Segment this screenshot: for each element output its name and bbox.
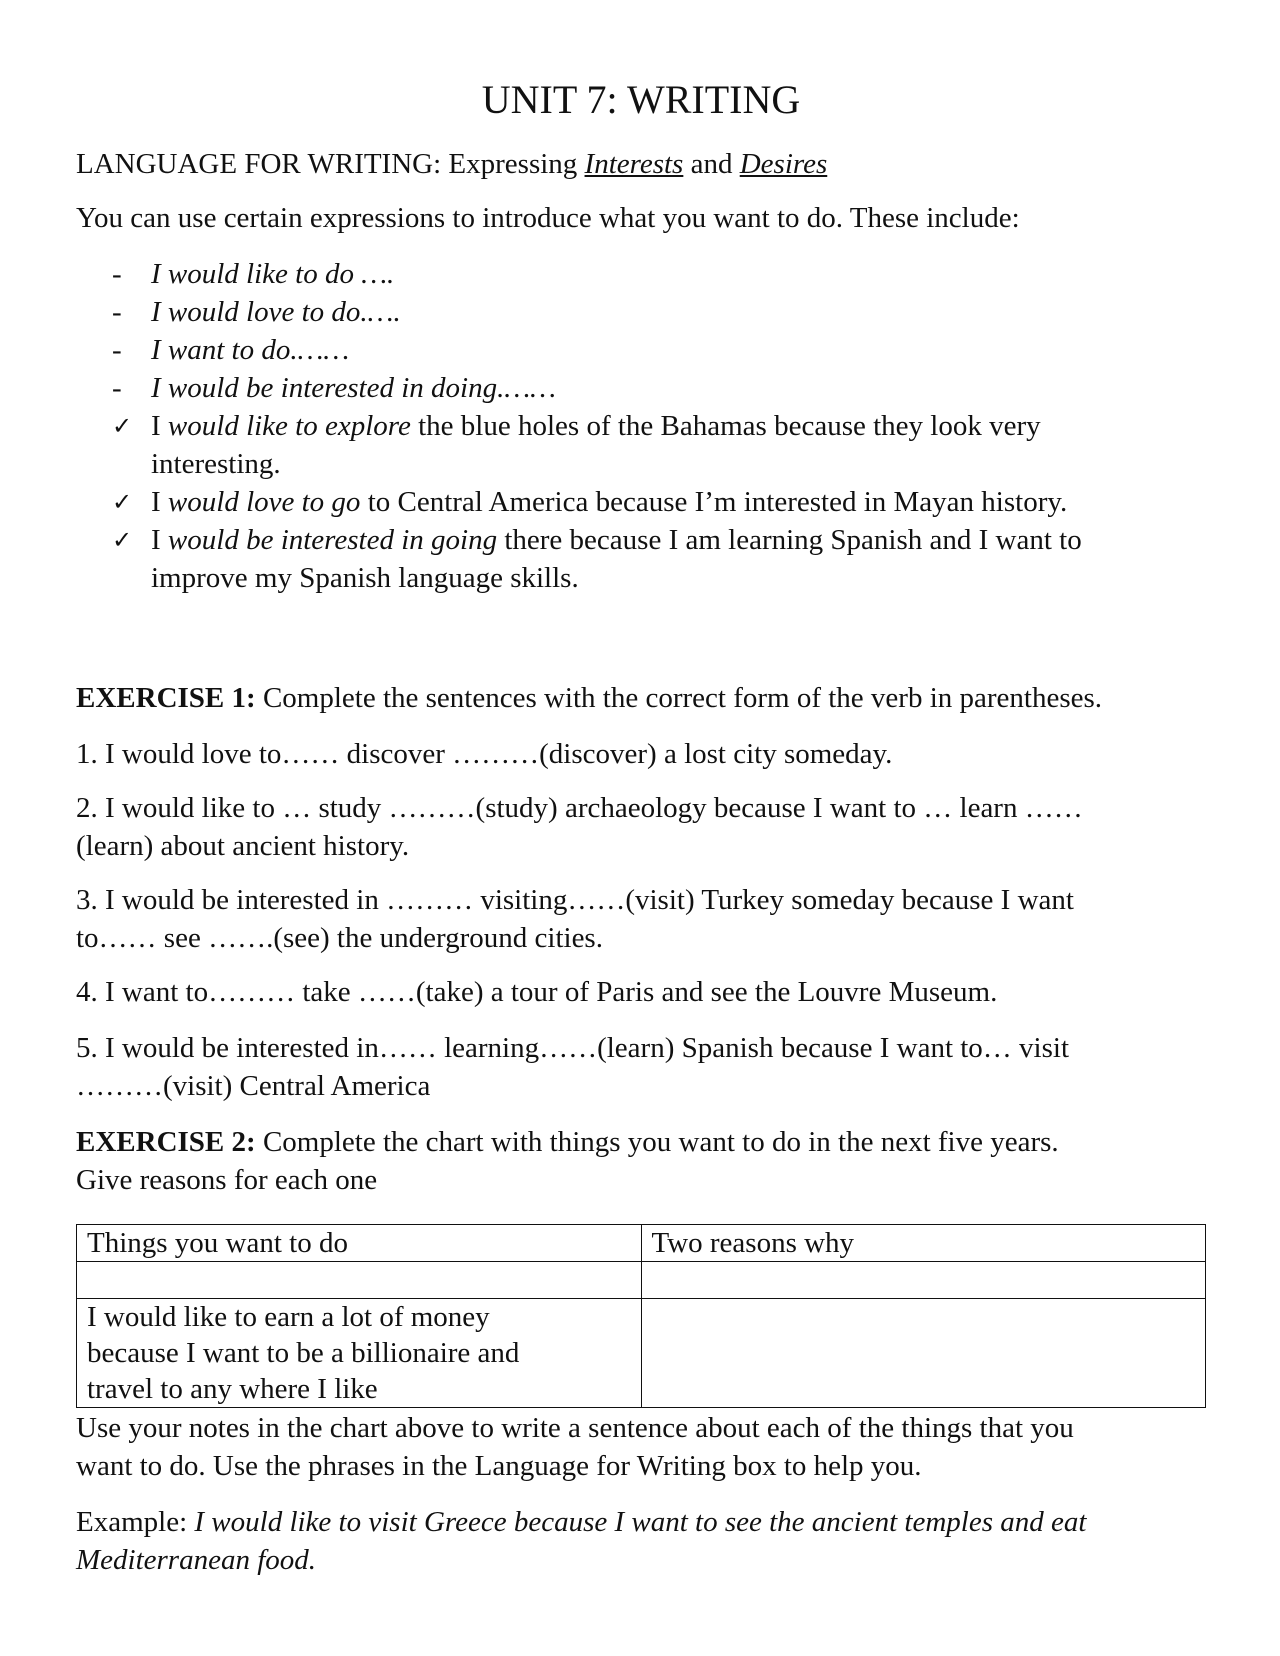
exercise1-sentence: 4. I want to……… take ……(take) a tour of Paris and see the Louvre Museum. — [76, 976, 998, 1008]
language-heading-prefix: LANGUAGE FOR WRITING: Expressing — [76, 148, 585, 180]
check-item-rest: the blue holes of the Bahamas because they look very — [410, 410, 1041, 442]
check-item-rest: there because I am learning Spanish and I want to — [497, 524, 1082, 556]
expression-text: I would be interested in doing.…… — [151, 372, 556, 404]
exercise1-label: EXERCISE 1: — [76, 682, 256, 714]
language-heading — [76, 146, 827, 182]
chart-header-things: Things you want to do — [77, 1225, 642, 1262]
checkmark-icon: ✓ — [112, 412, 133, 440]
exercise1-sentence: 2. I would like to … study ………(study) archaeology because I want to … learn …… — [76, 792, 1083, 824]
exercise1-sentence-continuation: to…… see …….(see) the underground cities. — [76, 922, 603, 954]
example-text: I would like to visit Greece because I want to see the ancient temples and eat — [194, 1506, 1087, 1538]
chart-cell-things[interactable] — [77, 1262, 642, 1299]
exercise2-instruction: Complete the chart with things you want to do in the next five years. — [255, 1126, 1059, 1158]
list-item — [76, 370, 976, 406]
example-label: Example: — [76, 1506, 195, 1538]
intro-text: You can use certain expressions to introduce what you want to do. These include: — [76, 202, 1020, 234]
chart-row — [77, 1299, 1206, 1408]
exercise1-sentence: 3. I would be interested in ……… visiting……(visit) Turkey someday because I want — [76, 884, 1074, 916]
check-item-phrase: would like to explore — [167, 410, 411, 442]
dash-bullet: - — [112, 334, 122, 366]
chart-row — [77, 1262, 1206, 1299]
expression-text: I would love to do.…. — [151, 296, 401, 328]
exercise1-sentence-continuation: ………(visit) Central America — [76, 1070, 431, 1102]
check-item-phrase: would love to go — [167, 486, 361, 518]
dash-bullet: - — [112, 258, 122, 290]
notes-text: Use your notes in the chart above to write a sentence about each of the things that you — [76, 1412, 1074, 1444]
chart-cell-line: travel to any where I like — [87, 1373, 378, 1405]
chart-cell-reasons[interactable] — [641, 1299, 1206, 1408]
example-sentence — [76, 1504, 1086, 1540]
expression-text: I want to do.…… — [151, 334, 350, 366]
check-item-continuation: interesting. — [151, 448, 281, 480]
exercise1-instruction: Complete the sentences with the correct form of the verb in parentheses. — [255, 682, 1103, 714]
check-item-phrase: would be interested in going — [167, 524, 498, 556]
chart-cell-things[interactable] — [77, 1299, 642, 1408]
exercise1-heading — [76, 680, 1102, 716]
notes-text-continuation: want to do. Use the phrases in the Language for Writing box to help you. — [76, 1450, 922, 1482]
and-word: and — [683, 148, 740, 180]
chart-cell-reasons[interactable] — [641, 1262, 1206, 1299]
check-item-pre: I — [151, 410, 168, 442]
dash-bullet: - — [112, 372, 122, 404]
exercise2-label: EXERCISE 2: — [76, 1126, 256, 1158]
check-item-rest: to Central America because I’m interested in Mayan history. — [360, 486, 1068, 518]
checkmark-icon: ✓ — [112, 488, 133, 516]
chart-header-row — [77, 1225, 1206, 1262]
check-item-pre: I — [151, 524, 168, 556]
chart-header-reasons: Two reasons why — [641, 1225, 1206, 1262]
page-title: UNIT 7: WRITING — [481, 77, 801, 122]
exercise1-sentence: 1. I would love to…… discover ………(discover) a lost city someday. — [76, 738, 893, 770]
list-item — [76, 294, 976, 330]
chart-cell-line: I would like to earn a lot of money — [87, 1301, 490, 1333]
expression-text: I would like to do …. — [151, 258, 395, 290]
example-text-continuation: Mediterranean food. — [76, 1544, 317, 1576]
exercise2-instruction-continuation: Give reasons for each one — [76, 1164, 378, 1196]
list-item — [76, 256, 976, 292]
exercise2-heading — [76, 1124, 1059, 1160]
exercise1-sentence: 5. I would be interested in…… learning……(learn) Spanish because I want to… visit — [76, 1032, 1070, 1064]
interests-word: Interests — [584, 148, 684, 180]
exercise1-sentence-continuation: (learn) about ancient history. — [76, 830, 410, 862]
chart-cell-line: because I want to be a billionaire and — [87, 1337, 520, 1369]
checkmark-icon: ✓ — [112, 526, 133, 554]
check-item-continuation: improve my Spanish language skills. — [151, 562, 579, 594]
list-item — [76, 332, 976, 368]
plans-chart — [76, 1224, 1206, 1408]
dash-bullet: - — [112, 296, 122, 328]
check-item-pre: I — [151, 486, 168, 518]
desires-word: Desires — [739, 148, 828, 180]
